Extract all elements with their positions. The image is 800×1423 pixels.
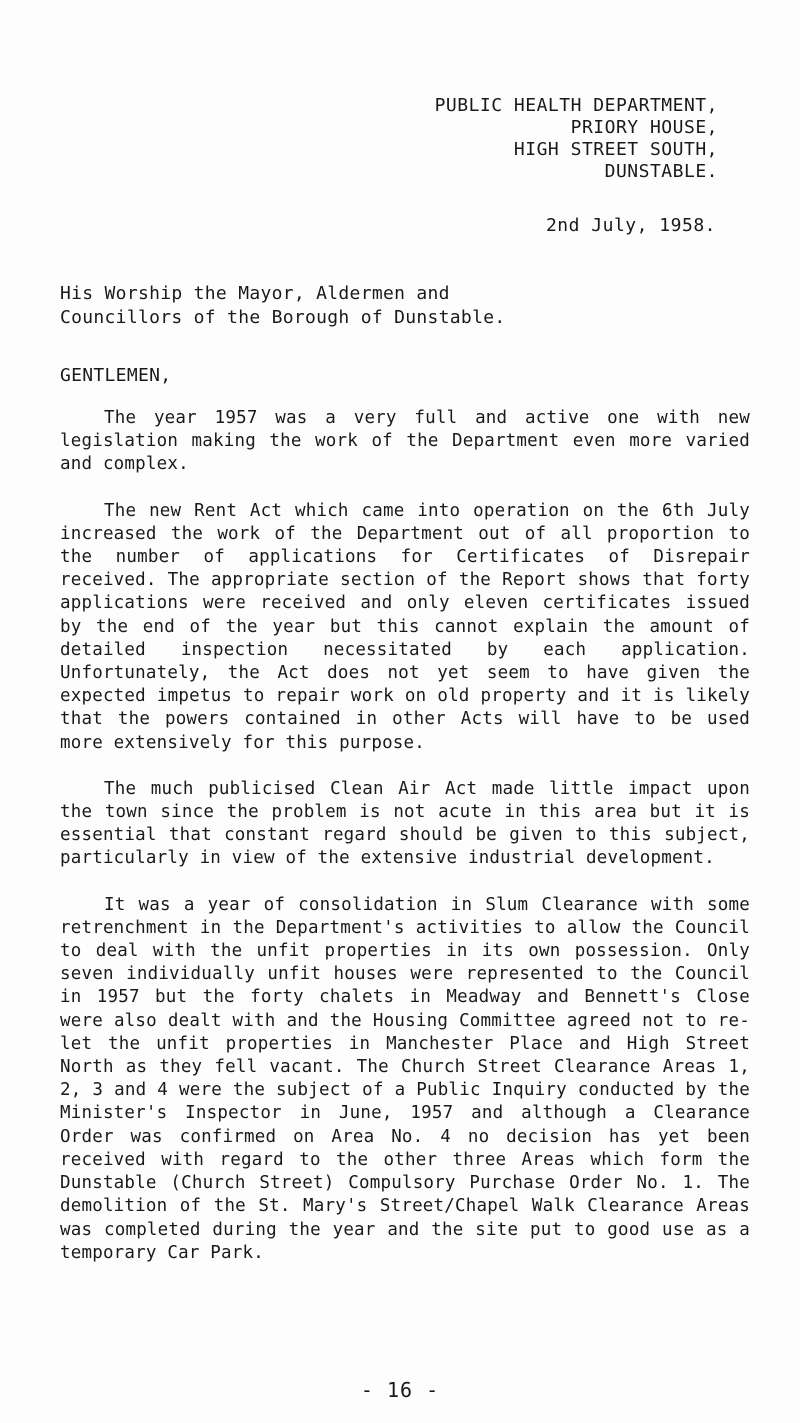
letterhead-line-street: HIGH STREET SOUTH, [513,139,718,160]
addressee-line-2: Councillors of the Borough of Dunstable. [60,307,506,328]
letterhead-line-town: DUNSTABLE. [604,161,718,182]
salutation: GENTLEMEN, [60,365,172,386]
letterhead-line-department: PUBLIC HEALTH DEPARTMENT, [434,95,718,116]
addressee-block [60,282,505,330]
letter-body [60,407,750,1288]
addressee-line-1: His Worship the Mayor, Aldermen and [60,283,450,304]
letter-date: 2nd July, 1958. [545,215,716,236]
letterhead-line-building: PRIORY HOUSE, [570,117,718,138]
paragraph-rent-act: The new Rent Act which came into operation on the 6th July increased the work of the Department out of all proportion to the number of applications for Certificates of Disrepair received. The appropriate section of the Report shows that forty applications were received and only eleven certificates issued by the end of the year but this cannot explain the amount of detailed inspection necessitated by each application. Unfortunately, the Act does not yet seem to have given the expected impetus to repair work on old property and it is likely that the powers contained in other Acts will have to be used more extensively for this purpose. [60,500,750,753]
page-number: - 16 - [360,1378,440,1402]
letterhead-address [435,95,718,183]
paragraph-clean-air-act: The much publicised Clean Air Act made little impact upon the town since the problem is not acute in this area but it is essential that constant regard should be given to this subject, particularly in view of the extensive industrial development. [60,778,750,869]
paragraph-slum-clearance: It was a year of consolidation in Slum Clearance with some retrenchment in the Department's activities to allow the Council to deal with the unfit properties in its own possession. Only seven individually unfit houses were represented to the Council in 1957 but the forty chalets in Meadway and Bennett's Close were also dealt with and the Housing Committee agreed not to re-let the unfit properties in Manchester Place and High Street North as they fell vacant. The Church Street Clearance Areas 1, 2, 3 and 4 were the subject of a Public Inquiry conducted by the Minister's Inspector in June, 1957 and although a Clearance Order was confirmed on Area No. 4 no decision has yet been received with regard to the other three Areas which form the Dunstable (Church Street) Compulsory Purchase Order No. 1. The demolition of the St. Mary's Street/Chapel Walk Clearance Areas was completed during the year and the site put to good use as a temporary Car Park. [60,894,750,1263]
paragraph-legislation: The year 1957 was a very full and active one with new legislation making the work of the Department even more varied and complex. [60,408,750,475]
